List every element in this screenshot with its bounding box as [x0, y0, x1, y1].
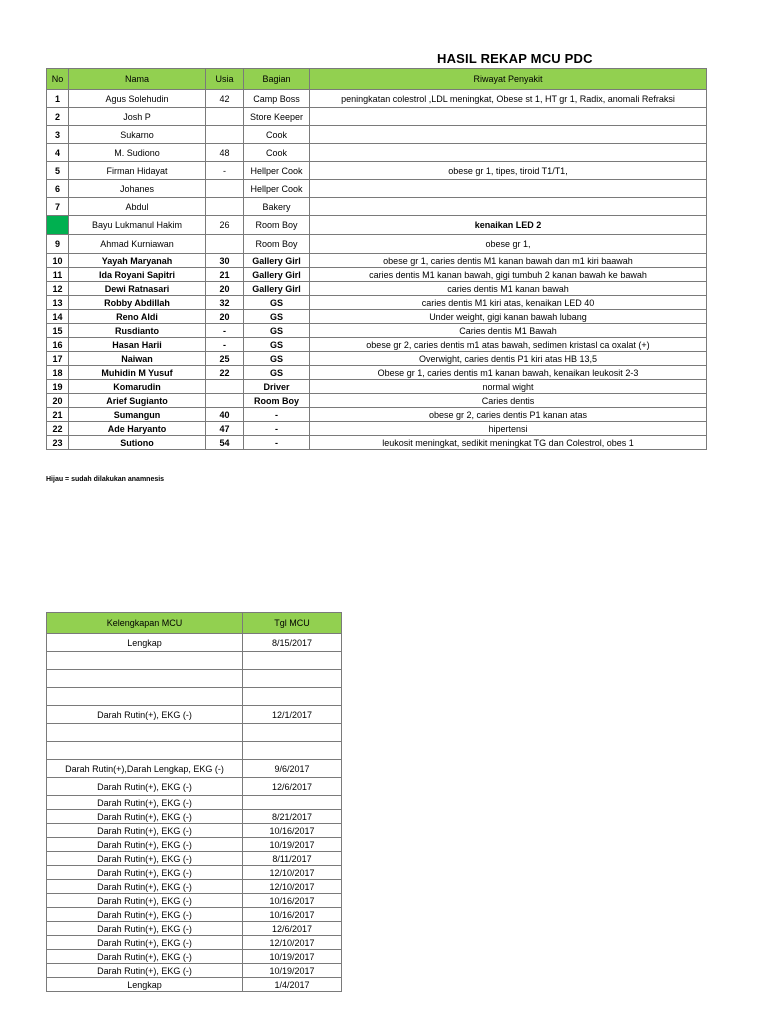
cell-bagian: Gallery Girl: [244, 268, 310, 282]
cell-nama: Agus Solehudin: [69, 90, 206, 108]
cell-usia: [206, 108, 244, 126]
table-row: [47, 180, 707, 198]
table-row: [47, 198, 707, 216]
cell-tgl-mcu: 8/11/2017: [243, 852, 342, 866]
cell-riwayat: peningkatan colestrol ,LDL meningkat, Obese st 1, HT gr 1, Radix, anomali Refraksi: [310, 90, 707, 108]
table-row: [47, 908, 342, 922]
cell-kelengkapan: Darah Rutin(+), EKG (-): [47, 908, 243, 922]
header-usia: Usia: [206, 69, 244, 90]
cell-nama: Ahmad Kurniawan: [69, 235, 206, 254]
cell-nama: Sutiono: [69, 436, 206, 450]
table-row: [47, 366, 707, 380]
mcu-recap-table: [46, 68, 707, 450]
cell-kelengkapan: Darah Rutin(+), EKG (-): [47, 824, 243, 838]
cell-riwayat: Under weight, gigi kanan bawah lubang: [310, 310, 707, 324]
cell-no: 5: [47, 162, 69, 180]
table-row: [47, 394, 707, 408]
cell-nama: Muhidin M Yusuf: [69, 366, 206, 380]
table-row: [47, 254, 707, 268]
cell-bagian: Store Keeper: [244, 108, 310, 126]
cell-usia: 21: [206, 268, 244, 282]
cell-usia: 30: [206, 254, 244, 268]
cell-usia: [206, 394, 244, 408]
completeness-table-body: [47, 634, 342, 992]
cell-tgl-mcu: 10/16/2017: [243, 894, 342, 908]
header-riwayat: Riwayat Penyakit: [310, 69, 707, 90]
cell-usia: 20: [206, 310, 244, 324]
cell-usia: -: [206, 162, 244, 180]
cell-riwayat: Caries dentis M1 Bawah: [310, 324, 707, 338]
table-row: [47, 670, 342, 688]
cell-bagian: Driver: [244, 380, 310, 394]
cell-tgl-mcu: 1/4/2017: [243, 978, 342, 992]
cell-no: 1: [47, 90, 69, 108]
cell-riwayat: leukosit meningkat, sedikit meningkat TG dan Colestrol, obes 1: [310, 436, 707, 450]
table-row: [47, 144, 707, 162]
cell-riwayat: obese gr 1, tipes, tiroid T1/T1,: [310, 162, 707, 180]
header-kelengkapan: Kelengkapan MCU: [47, 613, 243, 634]
cell-kelengkapan: Darah Rutin(+), EKG (-): [47, 936, 243, 950]
cell-kelengkapan: [47, 688, 243, 706]
cell-no: 13: [47, 296, 69, 310]
cell-no: 18: [47, 366, 69, 380]
cell-usia: -: [206, 338, 244, 352]
table-row: [47, 894, 342, 908]
table-row: [47, 268, 707, 282]
cell-bagian: Room Boy: [244, 394, 310, 408]
cell-riwayat: obese gr 1, caries dentis M1 kanan bawah dan m1 kiri baawah: [310, 254, 707, 268]
cell-kelengkapan: [47, 652, 243, 670]
cell-usia: 42: [206, 90, 244, 108]
cell-no: 16: [47, 338, 69, 352]
cell-usia: [206, 235, 244, 254]
cell-no: 22: [47, 422, 69, 436]
table-row: [47, 824, 342, 838]
cell-riwayat: [310, 198, 707, 216]
table-row: [47, 296, 707, 310]
cell-no: 20: [47, 394, 69, 408]
cell-no: 14: [47, 310, 69, 324]
cell-kelengkapan: [47, 724, 243, 742]
cell-nama: Yayah Maryanah: [69, 254, 206, 268]
cell-riwayat: [310, 126, 707, 144]
table-row: [47, 706, 342, 724]
cell-riwayat: normal wight: [310, 380, 707, 394]
cell-bagian: GS: [244, 366, 310, 380]
table-row: [47, 760, 342, 778]
cell-tgl-mcu: 10/19/2017: [243, 964, 342, 978]
table-row: [47, 978, 342, 992]
cell-bagian: Cook: [244, 126, 310, 144]
cell-kelengkapan: Darah Rutin(+), EKG (-): [47, 964, 243, 978]
cell-usia: 48: [206, 144, 244, 162]
cell-usia: [206, 380, 244, 394]
mcu-completeness-table: [46, 612, 342, 992]
cell-riwayat: Caries dentis: [310, 394, 707, 408]
legend-note: Hijau = sudah dilakukan anamnesis: [46, 476, 165, 483]
cell-usia: 40: [206, 408, 244, 422]
table-row: [47, 90, 707, 108]
cell-kelengkapan: Darah Rutin(+), EKG (-): [47, 894, 243, 908]
cell-riwayat: hipertensi: [310, 422, 707, 436]
cell-usia: 20: [206, 282, 244, 296]
table-row: [47, 778, 342, 796]
cell-nama: Sukarno: [69, 126, 206, 144]
cell-tgl-mcu: 12/10/2017: [243, 866, 342, 880]
table-row: [47, 282, 707, 296]
cell-tgl-mcu: 8/21/2017: [243, 810, 342, 824]
cell-bagian: Bakery: [244, 198, 310, 216]
table-header-row: [47, 613, 342, 634]
table-row: [47, 964, 342, 978]
cell-no: 3: [47, 126, 69, 144]
table-row: [47, 838, 342, 852]
cell-tgl-mcu: 10/19/2017: [243, 838, 342, 852]
cell-riwayat: obese gr 2, caries dentis P1 kanan atas: [310, 408, 707, 422]
cell-bagian: Gallery Girl: [244, 254, 310, 268]
cell-nama: M. Sudiono: [69, 144, 206, 162]
cell-nama: Bayu Lukmanul Hakim: [69, 216, 206, 235]
cell-nama: Komarudin: [69, 380, 206, 394]
cell-riwayat: Overwight, caries dentis P1 kiri atas HB 13,5: [310, 352, 707, 366]
cell-tgl-mcu: [243, 670, 342, 688]
cell-bagian: GS: [244, 296, 310, 310]
table-row: [47, 852, 342, 866]
cell-no: 9: [47, 235, 69, 254]
cell-usia: [206, 180, 244, 198]
cell-bagian: Gallery Girl: [244, 282, 310, 296]
cell-tgl-mcu: 10/19/2017: [243, 950, 342, 964]
cell-usia: 47: [206, 422, 244, 436]
cell-riwayat: obese gr 2, caries dentis m1 atas bawah, sedimen kristasl ca oxalat (+): [310, 338, 707, 352]
cell-nama: Reno Aldi: [69, 310, 206, 324]
table-row: [47, 324, 707, 338]
cell-tgl-mcu: 10/16/2017: [243, 824, 342, 838]
table-row: [47, 724, 342, 742]
cell-nama: Sumangun: [69, 408, 206, 422]
cell-kelengkapan: Darah Rutin(+), EKG (-): [47, 838, 243, 852]
cell-bagian: -: [244, 408, 310, 422]
table-row: [47, 422, 707, 436]
cell-riwayat: [310, 108, 707, 126]
header-tgl-mcu: Tgl MCU: [243, 613, 342, 634]
table-row: [47, 162, 707, 180]
cell-usia: [206, 198, 244, 216]
table-row: [47, 936, 342, 950]
cell-bagian: GS: [244, 324, 310, 338]
table-row: [47, 634, 342, 652]
cell-no: 2: [47, 108, 69, 126]
cell-no: 4: [47, 144, 69, 162]
cell-no: 12: [47, 282, 69, 296]
cell-tgl-mcu: 12/10/2017: [243, 880, 342, 894]
table-row: [47, 108, 707, 126]
header-nama: Nama: [69, 69, 206, 90]
cell-no: 11: [47, 268, 69, 282]
cell-kelengkapan: Darah Rutin(+), EKG (-): [47, 950, 243, 964]
cell-kelengkapan: [47, 670, 243, 688]
cell-usia: 32: [206, 296, 244, 310]
cell-no: 19: [47, 380, 69, 394]
table-row: [47, 380, 707, 394]
cell-no: 10: [47, 254, 69, 268]
cell-tgl-mcu: [243, 796, 342, 810]
cell-kelengkapan: Lengkap: [47, 978, 243, 992]
cell-riwayat: caries dentis M1 kiri atas, kenaikan LED 40: [310, 296, 707, 310]
cell-bagian: Room Boy: [244, 216, 310, 235]
cell-tgl-mcu: [243, 742, 342, 760]
cell-riwayat: kenaikan LED 2: [310, 216, 707, 235]
page-title: HASIL REKAP MCU PDC: [437, 51, 593, 66]
table-row: [47, 688, 342, 706]
cell-no: 7: [47, 198, 69, 216]
cell-tgl-mcu: 8/15/2017: [243, 634, 342, 652]
cell-bagian: Hellper Cook: [244, 162, 310, 180]
cell-riwayat: obese gr 1,: [310, 235, 707, 254]
cell-kelengkapan: Darah Rutin(+), EKG (-): [47, 880, 243, 894]
table-row: [47, 652, 342, 670]
cell-tgl-mcu: [243, 652, 342, 670]
cell-bagian: Camp Boss: [244, 90, 310, 108]
cell-bagian: GS: [244, 352, 310, 366]
table-row: [47, 796, 342, 810]
table-row: [47, 810, 342, 824]
cell-usia: 54: [206, 436, 244, 450]
cell-no: 23: [47, 436, 69, 450]
cell-riwayat: [310, 180, 707, 198]
cell-nama: Dewi Ratnasari: [69, 282, 206, 296]
cell-tgl-mcu: [243, 724, 342, 742]
table-row: [47, 310, 707, 324]
cell-no: 6: [47, 180, 69, 198]
cell-kelengkapan: Darah Rutin(+), EKG (-): [47, 778, 243, 796]
cell-usia: 26: [206, 216, 244, 235]
cell-kelengkapan: Darah Rutin(+), EKG (-): [47, 706, 243, 724]
table-row: [47, 742, 342, 760]
cell-usia: -: [206, 324, 244, 338]
cell-nama: Firman Hidayat: [69, 162, 206, 180]
cell-nama: Abdul: [69, 198, 206, 216]
header-no: No: [47, 69, 69, 90]
table-row: [47, 866, 342, 880]
cell-riwayat: Obese gr 1, caries dentis m1 kanan bawah, kenaikan leukosit 2-3: [310, 366, 707, 380]
cell-no: 15: [47, 324, 69, 338]
cell-no: 21: [47, 408, 69, 422]
cell-tgl-mcu: 9/6/2017: [243, 760, 342, 778]
table-row: [47, 950, 342, 964]
cell-nama: Robby Abdillah: [69, 296, 206, 310]
cell-bagian: -: [244, 436, 310, 450]
cell-usia: [206, 126, 244, 144]
table-row: [47, 922, 342, 936]
table-row: [47, 436, 707, 450]
cell-kelengkapan: Darah Rutin(+), EKG (-): [47, 852, 243, 866]
cell-kelengkapan: Darah Rutin(+), EKG (-): [47, 810, 243, 824]
table-row: [47, 352, 707, 366]
cell-riwayat: caries dentis M1 kanan bawah, gigi tumbuh 2 kanan bawah ke bawah: [310, 268, 707, 282]
cell-bagian: Hellper Cook: [244, 180, 310, 198]
cell-kelengkapan: Darah Rutin(+), EKG (-): [47, 922, 243, 936]
cell-bagian: GS: [244, 338, 310, 352]
cell-nama: Hasan Harii: [69, 338, 206, 352]
cell-bagian: Cook: [244, 144, 310, 162]
cell-kelengkapan: Darah Rutin(+), EKG (-): [47, 866, 243, 880]
cell-kelengkapan: [47, 742, 243, 760]
cell-nama: Ade Haryanto: [69, 422, 206, 436]
cell-nama: Rusdianto: [69, 324, 206, 338]
cell-bagian: Room Boy: [244, 235, 310, 254]
cell-bagian: -: [244, 422, 310, 436]
cell-kelengkapan: Darah Rutin(+), EKG (-): [47, 796, 243, 810]
cell-tgl-mcu: 12/6/2017: [243, 778, 342, 796]
recap-table-body: [47, 90, 707, 450]
table-header-row: [47, 69, 707, 90]
table-row: [47, 880, 342, 894]
cell-kelengkapan: Darah Rutin(+),Darah Lengkap, EKG (-): [47, 760, 243, 778]
cell-tgl-mcu: 12/10/2017: [243, 936, 342, 950]
table-row: [47, 126, 707, 144]
cell-tgl-mcu: 12/1/2017: [243, 706, 342, 724]
cell-nama: Johanes: [69, 180, 206, 198]
cell-usia: 25: [206, 352, 244, 366]
cell-no: 8: [47, 216, 69, 235]
cell-bagian: GS: [244, 310, 310, 324]
header-bagian: Bagian: [244, 69, 310, 90]
cell-tgl-mcu: [243, 688, 342, 706]
cell-no: 17: [47, 352, 69, 366]
table-row: [47, 408, 707, 422]
cell-nama: Ida Royani Sapitri: [69, 268, 206, 282]
table-row: [47, 216, 707, 235]
cell-tgl-mcu: 10/16/2017: [243, 908, 342, 922]
cell-riwayat: caries dentis M1 kanan bawah: [310, 282, 707, 296]
cell-nama: Josh P: [69, 108, 206, 126]
cell-nama: Naiwan: [69, 352, 206, 366]
cell-riwayat: [310, 144, 707, 162]
cell-usia: 22: [206, 366, 244, 380]
table-row: [47, 235, 707, 254]
table-row: [47, 338, 707, 352]
cell-tgl-mcu: 12/6/2017: [243, 922, 342, 936]
cell-kelengkapan: Lengkap: [47, 634, 243, 652]
cell-nama: Arief Sugianto: [69, 394, 206, 408]
